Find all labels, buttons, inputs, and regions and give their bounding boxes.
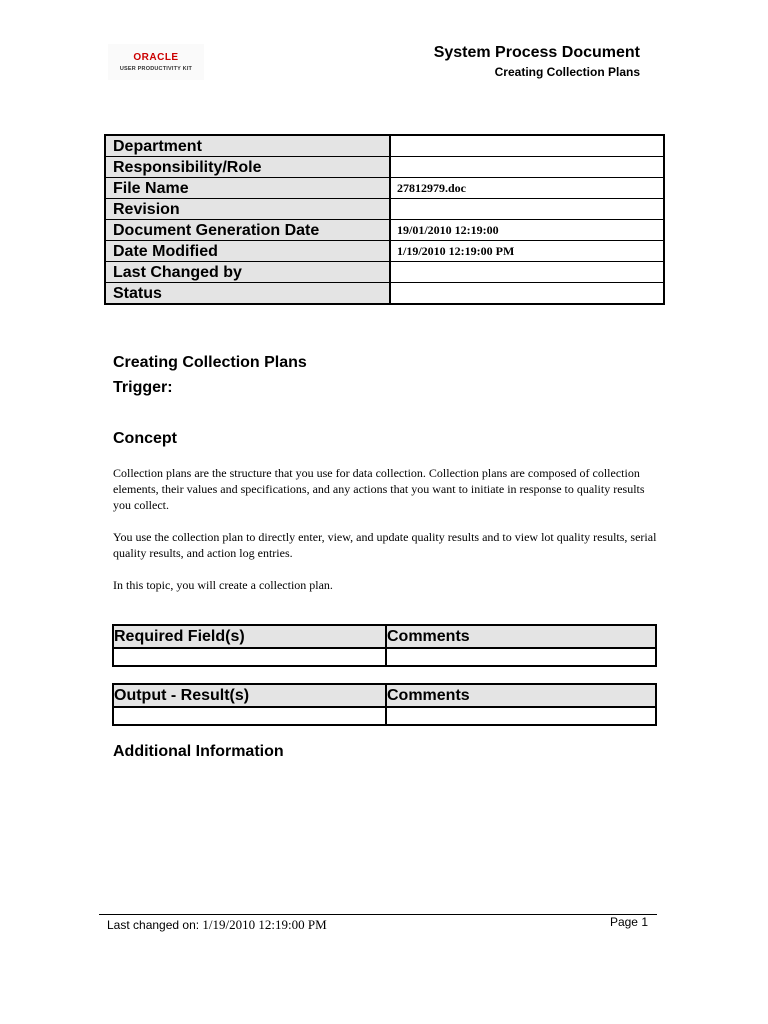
table-cell	[113, 707, 386, 725]
meta-value: 1/19/2010 12:19:00 PM	[390, 241, 664, 262]
footer-date: 1/19/2010 12:19:00 PM	[202, 917, 327, 932]
concept-paragraph-3: In this topic, you will create a collection plan.	[113, 578, 333, 592]
footer-last-changed	[107, 917, 327, 933]
meta-row-status	[105, 283, 664, 305]
column-header: Comments	[386, 684, 656, 707]
meta-value	[390, 135, 664, 157]
footer-label: Last changed on:	[107, 918, 203, 932]
required-fields-table	[112, 624, 657, 667]
meta-row-department	[105, 135, 664, 157]
meta-label: Status	[105, 283, 390, 305]
additional-information-heading: Additional Information	[113, 743, 284, 760]
concept-paragraph-2: You use the collection plan to directly enter, view, and update quality results and to view lot quality results, serial quality results, and action log entries.	[113, 530, 657, 560]
document-title: System Process Document	[433, 44, 640, 61]
meta-label: Date Modified	[105, 241, 390, 262]
column-header: Comments	[386, 625, 656, 648]
meta-value	[390, 157, 664, 178]
meta-row-revision	[105, 199, 664, 220]
document-metadata-table	[104, 134, 665, 305]
table-cell	[386, 707, 656, 725]
footer-divider	[99, 914, 657, 915]
meta-row-file-name	[105, 178, 664, 199]
meta-value	[390, 283, 664, 305]
output-results-table	[112, 683, 657, 726]
concept-heading: Concept	[113, 430, 177, 447]
meta-value	[390, 262, 664, 283]
table-header-row	[113, 684, 656, 707]
meta-label: Responsibility/Role	[105, 157, 390, 178]
oracle-upk-logo	[108, 44, 204, 80]
meta-row-responsibility	[105, 157, 664, 178]
table-row	[113, 707, 656, 725]
table-header-row	[113, 625, 656, 648]
document-subtitle: Creating Collection Plans	[494, 65, 640, 79]
meta-label: Document Generation Date	[105, 220, 390, 241]
meta-row-date-modified	[105, 241, 664, 262]
trigger-heading: Trigger:	[113, 379, 173, 396]
column-header: Required Field(s)	[113, 625, 386, 648]
page-number: Page 1	[609, 915, 648, 929]
column-header: Output - Result(s)	[113, 684, 386, 707]
meta-row-last-changed-by	[105, 262, 664, 283]
meta-label: Revision	[105, 199, 390, 220]
meta-label: Last Changed by	[105, 262, 390, 283]
meta-value: 19/01/2010 12:19:00	[390, 220, 664, 241]
table-row	[113, 648, 656, 666]
logo-subtitle: USER PRODUCTIVITY KIT	[119, 65, 193, 72]
meta-value: 27812979.doc	[390, 178, 664, 199]
section-title: Creating Collection Plans	[113, 354, 307, 371]
meta-row-generation-date	[105, 220, 664, 241]
table-cell	[113, 648, 386, 666]
meta-value	[390, 199, 664, 220]
table-cell	[386, 648, 656, 666]
concept-paragraph-1: Collection plans are the structure that you use for data collection. Collection plans are composed of collection elements, their values and specifications, and any actions that you want to initiate in response to quality results you collect.	[113, 466, 645, 512]
logo-brand: ORACLE	[133, 51, 179, 63]
meta-label: Department	[105, 135, 390, 157]
meta-label: File Name	[105, 178, 390, 199]
